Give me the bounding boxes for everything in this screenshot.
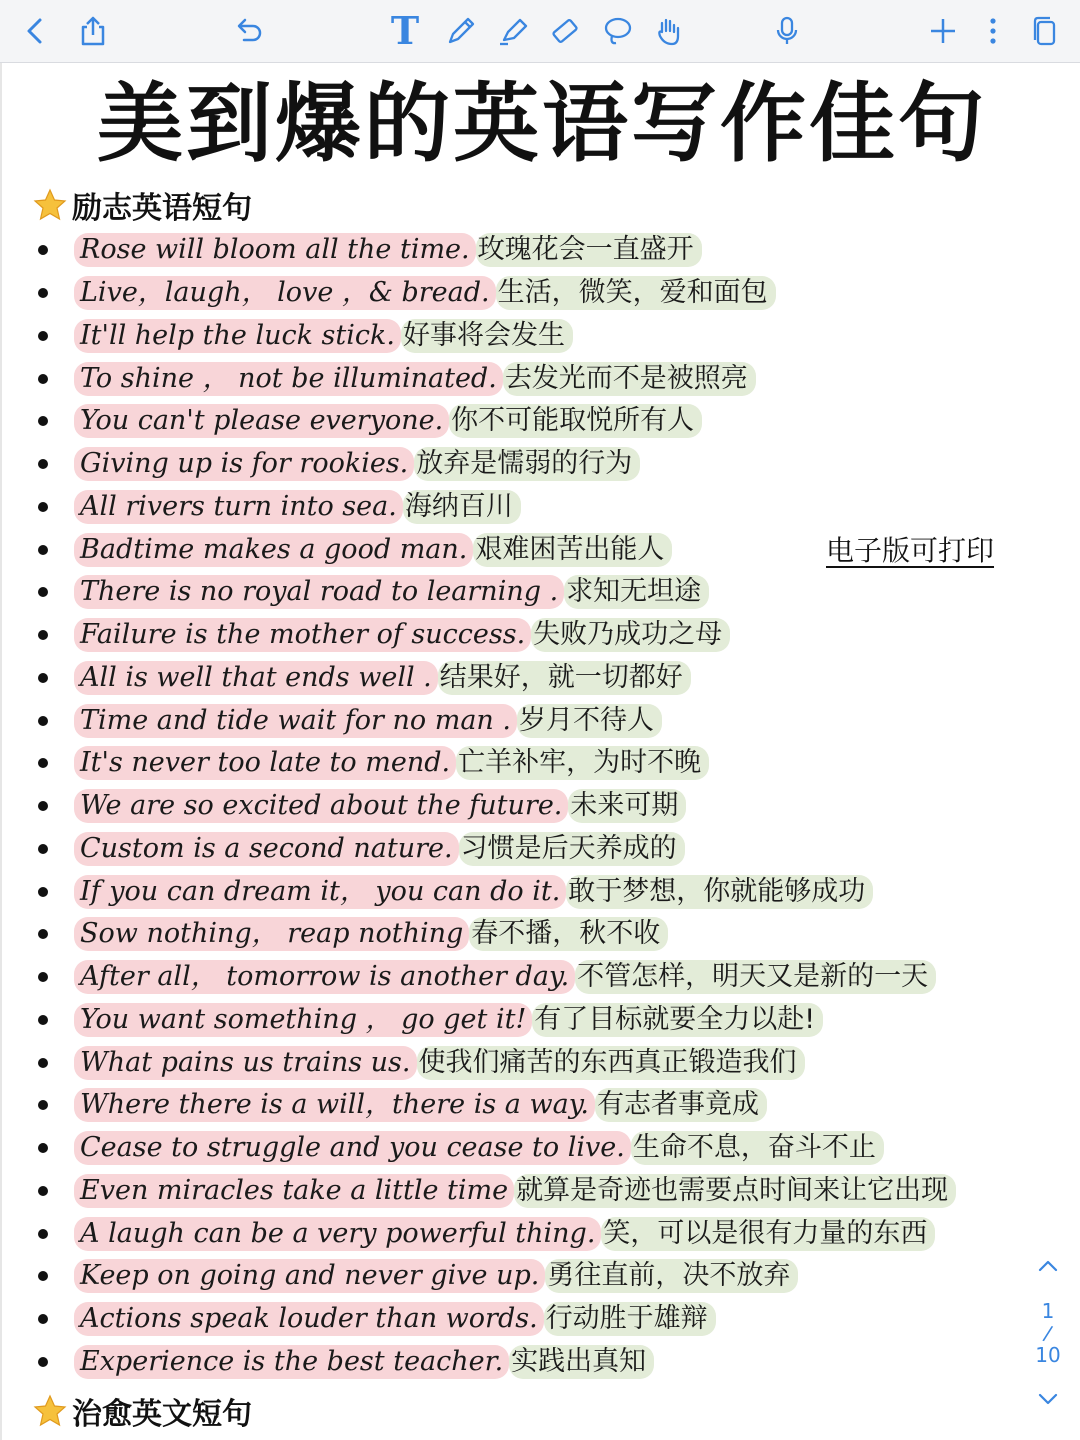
- list-item: [32, 1170, 956, 1213]
- list-item: [32, 614, 956, 657]
- english-phrase: Actions speak louder than words.: [74, 1302, 544, 1336]
- english-phrase: Rose will bloom all the time.: [74, 233, 476, 267]
- chinese-translation: 有了目标就要全力以赴!: [532, 1003, 823, 1037]
- more-icon[interactable]: [972, 10, 1014, 52]
- page-title: 美到爆的英语写作佳句: [97, 74, 987, 174]
- chinese-translation: 岁月不待人: [517, 704, 662, 738]
- list-item: [32, 357, 956, 400]
- english-phrase: Where there is a will，there is a way.: [74, 1088, 595, 1122]
- chinese-translation: 艰难困苦出能人: [473, 533, 672, 567]
- bullet: [38, 844, 48, 854]
- chinese-translation: 生命不息，奋斗不止: [631, 1131, 884, 1165]
- bullet: [38, 1058, 48, 1068]
- chevron-down-icon: [1035, 1386, 1061, 1412]
- bullet: [38, 587, 48, 597]
- english-phrase: Live，laugh， love ，& bread.: [74, 276, 496, 310]
- english-phrase: To shine ， not be illuminated.: [74, 362, 503, 396]
- chinese-translation: 不管怎样，明天又是新的一天: [575, 960, 936, 994]
- bullet: [38, 1271, 48, 1281]
- text-tool-glyph: T: [390, 8, 420, 53]
- chinese-translation: 春不播，秋不收: [469, 917, 668, 951]
- bullet: [38, 1314, 48, 1324]
- hand-icon[interactable]: [648, 10, 690, 52]
- star-icon: [32, 1393, 68, 1429]
- top-toolbar: [0, 0, 1080, 63]
- list-item: [32, 571, 956, 614]
- undo-icon[interactable]: [228, 10, 270, 52]
- chinese-translation: 结果好，就一切都好: [438, 661, 691, 695]
- english-phrase: After all， tomorrow is another day.: [74, 960, 575, 994]
- pages-icon[interactable]: [1024, 10, 1066, 52]
- bullet: [38, 502, 48, 512]
- list-item: [32, 828, 956, 871]
- share-icon[interactable]: [72, 10, 114, 52]
- english-phrase: What pains us trains us.: [74, 1046, 417, 1080]
- list-item: [32, 443, 956, 486]
- section-title: 治愈英文短句: [72, 1397, 252, 1432]
- english-phrase: Keep on going and never give up.: [74, 1259, 545, 1293]
- eraser-icon[interactable]: [544, 10, 586, 52]
- list-item: [32, 913, 956, 956]
- chinese-translation: 实践出真知: [509, 1345, 654, 1379]
- chinese-translation: 生活，微笑，爱和面包: [496, 276, 776, 310]
- microphone-icon[interactable]: [766, 10, 808, 52]
- chinese-translation: 笑，可以是很有力量的东西: [601, 1217, 935, 1251]
- english-phrase: Sow nothing， reap nothing: [74, 917, 469, 951]
- english-phrase: Cease to struggle and you cease to live.: [74, 1131, 631, 1165]
- bullet: [38, 1229, 48, 1239]
- bullet: [38, 459, 48, 469]
- list-item: [32, 1341, 956, 1384]
- bullet: [38, 1015, 48, 1025]
- chinese-translation: 求知无坦途: [564, 575, 709, 609]
- add-icon[interactable]: [922, 10, 964, 52]
- list-item: [32, 956, 956, 999]
- bullet: [38, 1100, 48, 1110]
- note-page: [0, 63, 1080, 1440]
- list-item: [32, 785, 956, 828]
- english-phrase: It's never too late to mend.: [74, 746, 456, 780]
- total-pages: 10: [1035, 1343, 1061, 1367]
- page-up-button[interactable]: [1020, 1253, 1076, 1283]
- english-phrase: Custom is a second nature.: [74, 832, 459, 866]
- english-phrase: We are so excited about the future.: [74, 789, 568, 823]
- printable-note: 电子版可打印: [826, 534, 995, 567]
- list-item: [32, 1041, 956, 1084]
- english-phrase: Experience is the best teacher.: [74, 1345, 509, 1379]
- bullet: [38, 416, 48, 426]
- page-down-button[interactable]: [1020, 1386, 1076, 1416]
- page-separator: /: [1041, 1320, 1055, 1346]
- list-item: [32, 229, 956, 272]
- chinese-translation: 未来可期: [568, 789, 686, 823]
- list-item: [32, 272, 956, 315]
- english-phrase: If you can dream it， you can do it.: [74, 875, 566, 909]
- chinese-translation: 就算是奇迹也需要点时间来让它出现: [514, 1174, 956, 1208]
- phrase-list: [32, 229, 956, 1383]
- chinese-translation: 行动胜于雄辩: [544, 1302, 716, 1336]
- list-item: [32, 657, 956, 700]
- section-heading-motivational: [32, 183, 252, 227]
- chinese-translation: 失败乃成功之母: [531, 618, 730, 652]
- chinese-translation: 使我们痛苦的东西真正锻造我们: [417, 1046, 805, 1080]
- bullet: [38, 758, 48, 768]
- bullet: [38, 331, 48, 341]
- bullet: [38, 630, 48, 640]
- text-tool-icon[interactable]: [384, 10, 426, 52]
- bullet: [38, 673, 48, 683]
- chinese-translation: 放弃是懦弱的行为: [414, 447, 640, 481]
- section-title: 励志英语短句: [72, 191, 252, 226]
- bullet: [38, 1186, 48, 1196]
- list-item: [32, 870, 956, 913]
- bullet: [38, 288, 48, 298]
- list-item: [32, 1212, 956, 1255]
- pen-icon[interactable]: [440, 10, 482, 52]
- chinese-translation: 玫瑰花会一直盛开: [476, 233, 702, 267]
- chinese-translation: 敢于梦想，你就能够成功: [566, 875, 873, 909]
- english-phrase: A laugh can be a very powerful thing.: [74, 1217, 601, 1251]
- star-icon: [32, 187, 68, 223]
- bullet: [38, 1357, 48, 1367]
- page-indicator: [1020, 1300, 1076, 1366]
- list-item: [32, 486, 956, 529]
- chinese-translation: 你不可能取悦所有人: [449, 404, 702, 438]
- list-item: [32, 315, 956, 358]
- section-heading-healing: [32, 1389, 252, 1433]
- chinese-translation: 好事将会发生: [401, 319, 573, 353]
- list-item: [32, 999, 956, 1042]
- bullet: [38, 929, 48, 939]
- list-item: [32, 699, 956, 742]
- english-phrase: Time and tide wait for no man .: [74, 704, 517, 738]
- list-item: [32, 1298, 956, 1341]
- english-phrase: Even miracles take a little time: [74, 1174, 514, 1208]
- bullet: [38, 801, 48, 811]
- lasso-icon[interactable]: [596, 10, 638, 52]
- bullet: [38, 545, 48, 555]
- chinese-translation: 去发光而不是被照亮: [503, 362, 756, 396]
- english-phrase: All rivers turn into sea.: [74, 490, 403, 524]
- english-phrase: Giving up is for rookies.: [74, 447, 414, 481]
- bullet: [38, 972, 48, 982]
- bullet: [38, 887, 48, 897]
- chinese-translation: 习惯是后天养成的: [459, 832, 685, 866]
- bullet: [38, 245, 48, 255]
- chinese-translation: 亡羊补牢，为时不晚: [456, 746, 709, 780]
- list-item: [32, 400, 956, 443]
- back-icon[interactable]: [14, 10, 56, 52]
- english-phrase: It'll help the luck stick.: [74, 319, 401, 353]
- english-phrase: There is no royal road to learning .: [74, 575, 564, 609]
- english-phrase: You want something ， go get it!: [74, 1003, 532, 1037]
- highlighter-icon[interactable]: [492, 10, 534, 52]
- chinese-translation: 勇往直前，决不放弃: [545, 1259, 798, 1293]
- list-item: [32, 528, 956, 571]
- english-phrase: You can't please everyone.: [74, 404, 449, 438]
- list-item: [32, 742, 956, 785]
- bullet: [38, 716, 48, 726]
- current-page: 1: [1041, 1299, 1055, 1323]
- chinese-translation: 海纳百川: [403, 490, 521, 524]
- list-item: [32, 1084, 956, 1127]
- english-phrase: Badtime makes a good man.: [74, 533, 473, 567]
- chevron-up-icon: [1035, 1253, 1061, 1279]
- chinese-translation: 有志者事竟成: [595, 1088, 767, 1122]
- list-item: [32, 1255, 956, 1298]
- bullet: [38, 1143, 48, 1153]
- bullet: [38, 374, 48, 384]
- english-phrase: All is well that ends well .: [74, 661, 438, 695]
- english-phrase: Failure is the mother of success.: [74, 618, 531, 652]
- list-item: [32, 1127, 956, 1170]
